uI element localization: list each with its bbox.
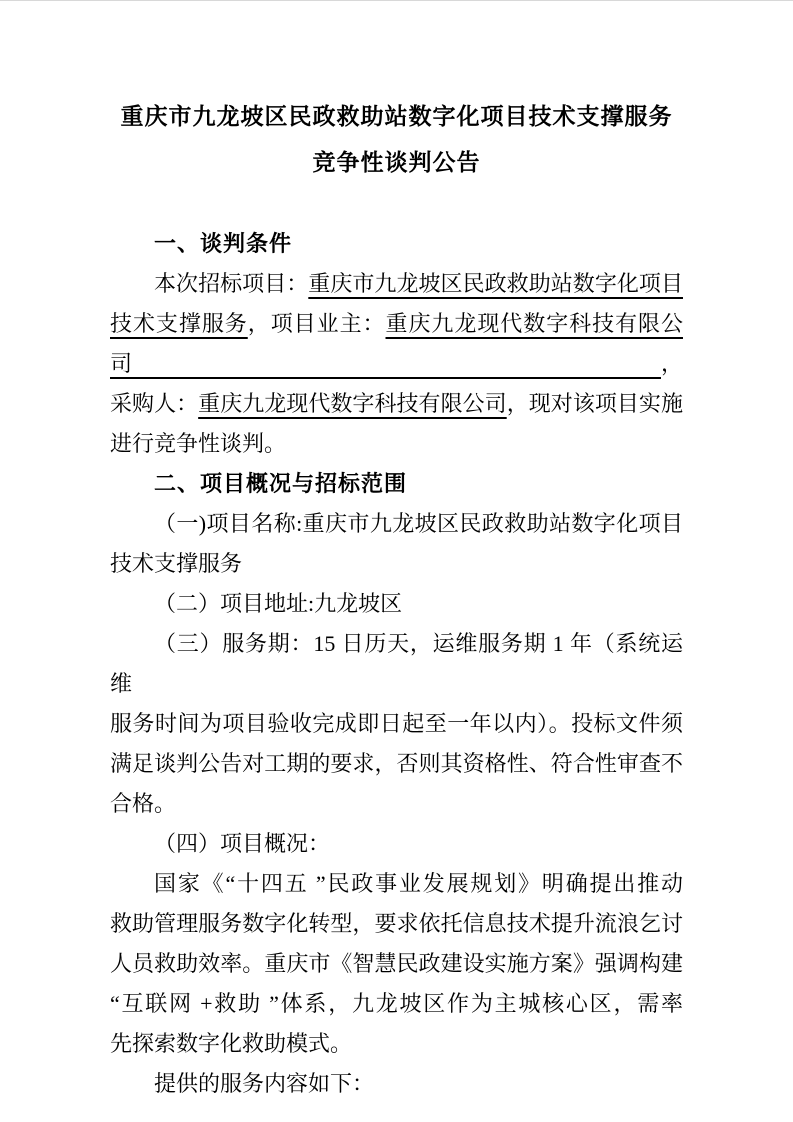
text-segment: 本次招标项目： — [154, 271, 309, 296]
document-title-line-2: 竞争性谈判公告 — [312, 150, 481, 175]
text-segment: 满足谈判公告对工期的要求，否则其资格性、符合性审查不 — [110, 751, 683, 776]
body-line — [110, 784, 683, 824]
text-segment: 二、项目概况与招标范围 — [154, 471, 408, 496]
underlined-text: 重庆九龙现代数字科技有限公司 — [110, 311, 683, 376]
underlined-text: 重庆九龙现代数字科技有限公司 — [198, 391, 507, 416]
text-segment: （四）项目概况： — [154, 831, 331, 856]
text-segment: ， — [660, 351, 683, 376]
body-line — [110, 904, 683, 944]
body-line — [110, 744, 683, 784]
body-line — [110, 384, 683, 424]
body-line — [110, 944, 683, 984]
body-line — [110, 304, 683, 384]
body-line — [110, 864, 683, 904]
document-title-line-1: 重庆市九龙坡区民政救助站数字化项目技术支撑服务 — [120, 104, 673, 129]
text-segment: 进行竞争性谈判。 — [110, 431, 287, 456]
document-title — [110, 94, 683, 186]
text-segment: （三）服务期：15 日历天，运维服务期 1 年（系统运维 — [110, 631, 683, 696]
text-segment: 人员救助效率。重庆市《智慧民政建设实施方案》强调构建 — [110, 951, 683, 976]
section-heading — [110, 464, 683, 504]
underlined-text: 技术支撑服务 — [110, 311, 248, 336]
body-line — [110, 424, 683, 464]
body-line — [110, 544, 683, 584]
section-heading — [110, 224, 683, 264]
text-segment: 技术支撑服务 — [110, 551, 243, 576]
underlined-text: 重庆市九龙坡区民政救助站数字化项目 — [308, 271, 683, 296]
document-body — [110, 224, 683, 1104]
text-segment: ，现对该项目实施 — [506, 391, 683, 416]
text-segment: 提供的服务内容如下： — [154, 1071, 375, 1096]
body-line — [110, 704, 683, 744]
text-segment: 先探索数字化救助模式。 — [110, 1031, 353, 1056]
body-line — [110, 1024, 683, 1064]
body-line — [110, 1064, 683, 1104]
text-segment: （一)项目名称:重庆市九龙坡区民政救助站数字化项目 — [154, 511, 683, 536]
body-line — [110, 584, 683, 624]
body-line — [110, 504, 683, 544]
body-line — [110, 624, 683, 704]
text-segment: 服务时间为项目验收完成即日起至一年以内）。投标文件须 — [110, 711, 683, 736]
text-segment: “互联网 +救助 ”体系，九龙坡区作为主城核心区，需率 — [110, 991, 683, 1016]
text-segment: 一、谈判条件 — [154, 231, 293, 256]
body-line — [110, 824, 683, 864]
body-line — [110, 264, 683, 304]
text-segment: 救助管理服务数字化转型，要求依托信息技术提升流浪乞讨 — [110, 911, 683, 936]
text-segment: 采购人： — [110, 391, 199, 416]
text-segment: （二）项目地址:九龙坡区 — [154, 591, 403, 616]
text-segment: 合格。 — [110, 791, 177, 816]
body-line — [110, 984, 683, 1024]
text-segment: 国家《“十四五 ”民政事业发展规划》明确提出推动 — [154, 871, 683, 896]
text-segment: ，项目业主： — [247, 311, 386, 336]
